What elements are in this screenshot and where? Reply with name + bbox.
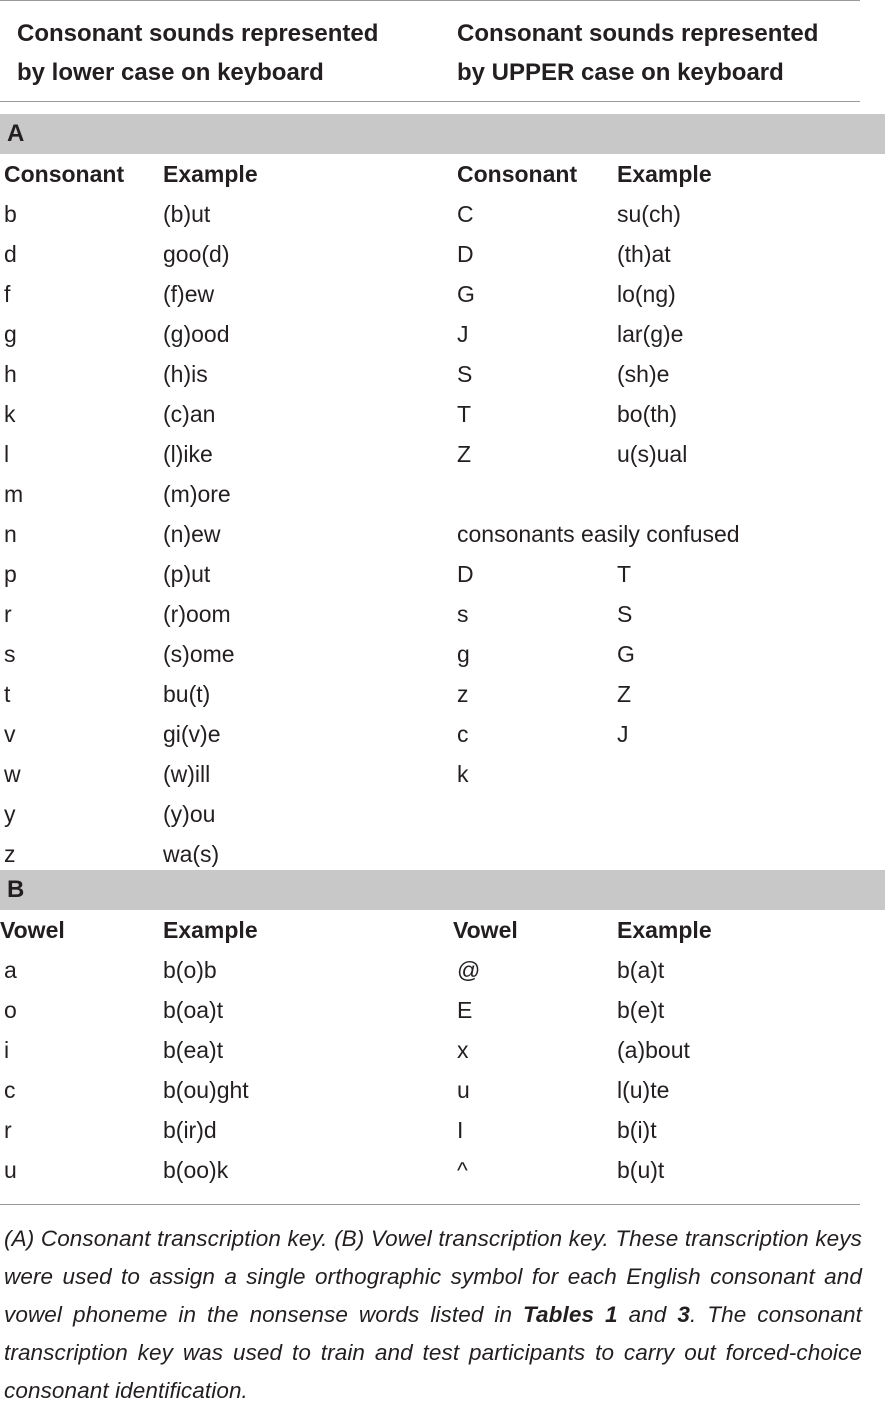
caption-text-1: (A) Consonant transcription key. (B) Vowel transcription key. These transcription keys were used to assign a single orthographic symbol for each English consonant and vowel phoneme in the nonsense words listed in: [4, 1226, 862, 1327]
right-symbol: c: [457, 721, 469, 747]
right-symbol: S: [457, 361, 473, 387]
right-symbol: D: [457, 561, 474, 587]
right-symbol: I: [457, 1117, 464, 1143]
right-symbol: T: [457, 401, 472, 427]
left-example: (b)ut: [163, 201, 211, 227]
right-symbol: J: [457, 321, 469, 347]
left-symbol: a: [4, 957, 17, 983]
left-symbol: v: [4, 721, 16, 747]
column-header: Example: [617, 917, 712, 943]
left-symbol: g: [4, 321, 17, 347]
left-example: (h)is: [163, 361, 208, 387]
table-row: [0, 594, 885, 634]
left-example: b(oa)t: [163, 997, 224, 1023]
left-symbol: z: [4, 841, 16, 867]
left-symbol: c: [4, 1077, 16, 1103]
left-symbol: w: [4, 761, 21, 787]
table-row: [0, 394, 885, 434]
table-row: [0, 1030, 885, 1070]
right-example: l(u)te: [617, 1077, 670, 1103]
right-symbol: z: [457, 681, 469, 707]
left-symbol: d: [4, 241, 17, 267]
right-example: lar(g)e: [617, 321, 684, 347]
section-b-band: [0, 870, 885, 910]
right-example: J: [617, 721, 629, 747]
table-row: [0, 950, 885, 990]
table-row: [0, 554, 885, 594]
right-example: b(a)t: [617, 957, 665, 983]
right-symbol: Z: [457, 441, 472, 467]
table-row: [0, 474, 885, 514]
table-row: [0, 754, 885, 794]
left-example: (l)ike: [163, 441, 213, 467]
column-header: Example: [163, 161, 258, 187]
left-symbol: m: [4, 481, 24, 507]
right-example: b(u)t: [617, 1157, 665, 1183]
left-symbol: t: [4, 681, 11, 707]
right-symbol: E: [457, 997, 473, 1023]
table-row: [0, 514, 885, 554]
right-example: G: [617, 641, 635, 667]
caption-tables-1-ref: Tables 1: [523, 1302, 618, 1327]
left-example: b(ou)ght: [163, 1077, 249, 1103]
right-example: S: [617, 601, 633, 627]
left-example: (c)an: [163, 401, 216, 427]
left-example: b(ir)d: [163, 1117, 217, 1143]
right-example: lo(ng): [617, 281, 676, 307]
left-symbol: p: [4, 561, 17, 587]
header-right: [457, 14, 818, 92]
table-row: [0, 194, 885, 234]
left-symbol: n: [4, 521, 17, 547]
column-header: Example: [163, 917, 258, 943]
table-row: [0, 674, 885, 714]
left-example: goo(d): [163, 241, 230, 267]
left-example: gi(v)e: [163, 721, 221, 747]
header-left-line-1: Consonant sounds represented: [17, 20, 379, 47]
right-symbol: ^: [457, 1157, 468, 1183]
table-row: [0, 274, 885, 314]
right-symbol: u: [457, 1077, 470, 1103]
left-symbol: r: [4, 601, 12, 627]
left-example: (s)ome: [163, 641, 235, 667]
left-example: bu(t): [163, 681, 211, 707]
left-symbol: i: [4, 1037, 10, 1063]
left-symbol: o: [4, 997, 17, 1023]
right-symbol: k: [457, 761, 469, 787]
left-symbol: k: [4, 401, 16, 427]
right-symbol: G: [457, 281, 475, 307]
table-row: [0, 434, 885, 474]
column-header: Vowel: [0, 917, 65, 943]
left-symbol: f: [4, 281, 11, 307]
right-example: su(ch): [617, 201, 681, 227]
section_b-column-headers: [0, 910, 885, 950]
table-row: [0, 354, 885, 394]
table-row: [0, 990, 885, 1030]
left-example: b(o)b: [163, 957, 217, 983]
right-symbol: @: [457, 957, 481, 983]
left-symbol: r: [4, 1117, 12, 1143]
left-example: (p)ut: [163, 561, 211, 587]
section-a-label: A: [7, 120, 25, 147]
header-left: [17, 14, 378, 92]
table-row: [0, 1070, 885, 1110]
section-b-label: B: [7, 876, 25, 903]
caption-text-2: . The consonant transcription key was used to train and test participants to carry out forced-choice consonant identification.: [4, 1302, 863, 1403]
right-example: Z: [617, 681, 632, 707]
left-example: (m)ore: [163, 481, 231, 507]
right-symbol: g: [457, 641, 470, 667]
right-symbol: D: [457, 241, 474, 267]
header-right-line-1: Consonant sounds represented: [457, 20, 819, 47]
table-row: [0, 1150, 885, 1190]
header-rule: [0, 101, 860, 102]
left-example: (f)ew: [163, 281, 215, 307]
top-rule: [0, 0, 860, 1]
right-example: b(e)t: [617, 997, 665, 1023]
right-example: u(s)ual: [617, 441, 688, 467]
section-a-band: [0, 114, 885, 154]
left-symbol: l: [4, 441, 10, 467]
section_a-column-headers: [0, 154, 885, 194]
left-example: (g)ood: [163, 321, 230, 347]
left-example: (w)ill: [163, 761, 211, 787]
header-left-line-2: by lower case on keyboard: [17, 59, 324, 86]
left-example: (y)ou: [163, 801, 216, 827]
table-row: [0, 634, 885, 674]
table-row: [0, 1110, 885, 1150]
left-example: b(ea)t: [163, 1037, 224, 1063]
right-example: b(i)t: [617, 1117, 657, 1143]
right-example: T: [617, 561, 632, 587]
left-symbol: s: [4, 641, 16, 667]
header-right-line-2: by UPPER case on keyboard: [457, 59, 784, 86]
left-example: (r)oom: [163, 601, 231, 627]
column-header: Example: [617, 161, 712, 187]
right-example: (sh)e: [617, 361, 670, 387]
left-example: b(oo)k: [163, 1157, 229, 1183]
right-example: (th)at: [617, 241, 671, 267]
right-example: bo(th): [617, 401, 678, 427]
right-symbol: x: [457, 1037, 469, 1063]
left-example: wa(s): [163, 841, 220, 867]
column-header: Vowel: [453, 917, 518, 943]
table-row: [0, 714, 885, 754]
table-row: [0, 834, 885, 874]
caption-table-3-ref: 3: [677, 1302, 690, 1327]
table-caption: [4, 1220, 862, 1410]
left-symbol: u: [4, 1157, 17, 1183]
table-row: [0, 314, 885, 354]
column-header: Consonant: [4, 161, 125, 187]
table-row: [0, 234, 885, 274]
right-symbol: consonants easily confused: [457, 521, 740, 547]
left-symbol: b: [4, 201, 17, 227]
left-symbol: y: [4, 801, 16, 827]
left-example: (n)ew: [163, 521, 221, 547]
right-example: (a)bout: [617, 1037, 690, 1063]
right-symbol: s: [457, 601, 469, 627]
right-symbol: C: [457, 201, 474, 227]
caption-and: and: [617, 1302, 678, 1327]
caption-rule: [0, 1204, 860, 1205]
table-row: [0, 794, 885, 834]
column-header: Consonant: [457, 161, 578, 187]
left-symbol: h: [4, 361, 17, 387]
